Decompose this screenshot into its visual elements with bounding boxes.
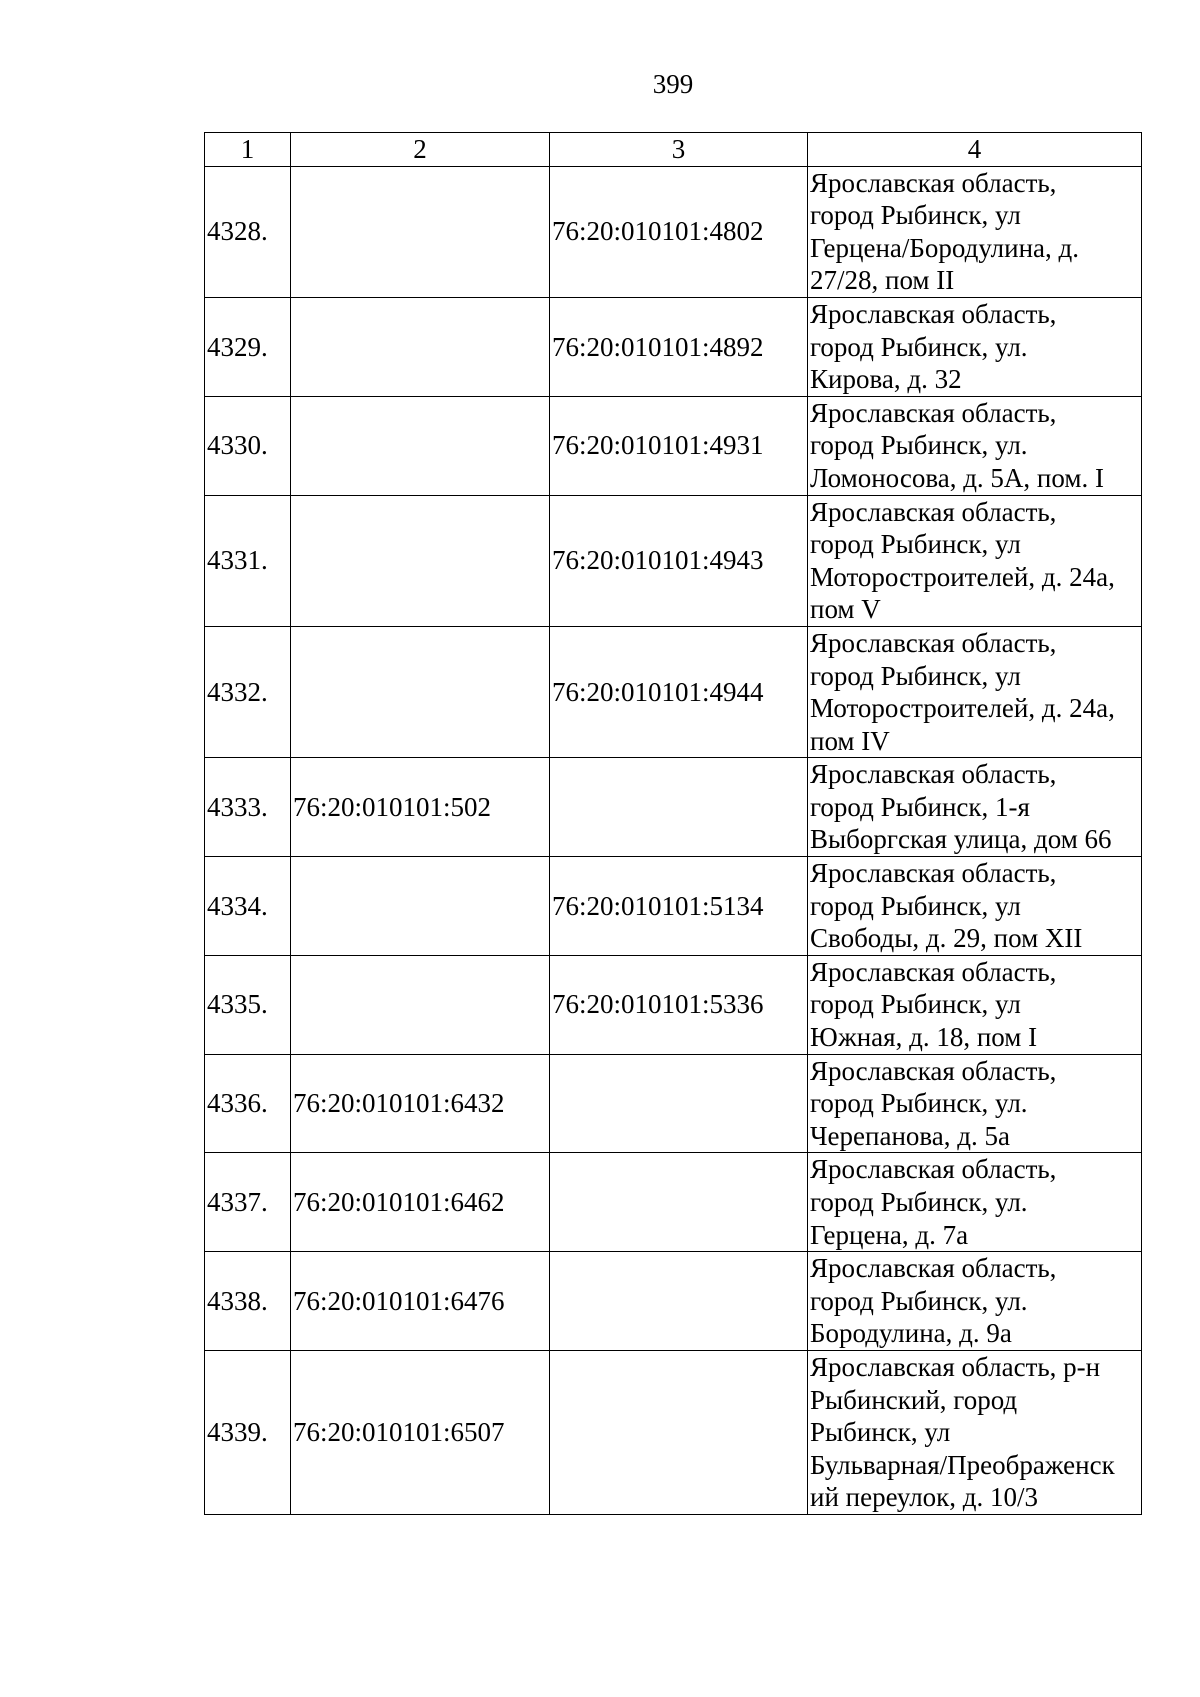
row-number-cell: 4337. (205, 1153, 291, 1252)
column-2-cell: 76:20:010101:6476 (291, 1252, 550, 1351)
row-number-cell: 4339. (205, 1350, 291, 1514)
row-number-cell: 4330. (205, 396, 291, 495)
property-registry-table (204, 132, 1142, 1515)
table-row (205, 758, 1142, 857)
row-number-cell: 4331. (205, 495, 291, 626)
column-2-cell (291, 955, 550, 1054)
row-number-cell: 4329. (205, 297, 291, 396)
table-row (205, 166, 1142, 297)
table-row (205, 495, 1142, 626)
column-2-cell (291, 857, 550, 956)
column-3-cell (550, 1252, 808, 1351)
row-number-cell: 4333. (205, 758, 291, 857)
address-cell: Ярославская область, город Рыбинск, ул Моторостроителей, д. 24а, пом V (808, 495, 1142, 626)
table-row (205, 626, 1142, 757)
column-3-cell (550, 1153, 808, 1252)
address-cell: Ярославская область, город Рыбинск, ул. Кирова, д. 32 (808, 297, 1142, 396)
column-header-4: 4 (808, 133, 1142, 167)
column-3-cell: 76:20:010101:5134 (550, 857, 808, 956)
address-cell: Ярославская область, город Рыбинск, ул Герцена/Бородулина, д. 27/28, пом II (808, 166, 1142, 297)
column-2-cell: 76:20:010101:6507 (291, 1350, 550, 1514)
column-2-cell: 76:20:010101:502 (291, 758, 550, 857)
address-cell: Ярославская область, город Рыбинск, ул. Бородулина, д. 9а (808, 1252, 1142, 1351)
table-header-row (205, 133, 1142, 167)
column-2-cell (291, 297, 550, 396)
column-2-cell (291, 166, 550, 297)
address-cell: Ярославская область, город Рыбинск, ул. Ломоносова, д. 5А, пом. I (808, 396, 1142, 495)
address-cell: Ярославская область, город Рыбинск, 1-я Выборгская улица, дом 66 (808, 758, 1142, 857)
column-2-cell: 76:20:010101:6462 (291, 1153, 550, 1252)
column-3-cell: 76:20:010101:4931 (550, 396, 808, 495)
column-2-cell (291, 626, 550, 757)
row-number-cell: 4328. (205, 166, 291, 297)
column-3-cell: 76:20:010101:4802 (550, 166, 808, 297)
page-number: 399 (652, 69, 694, 99)
column-header-3: 3 (550, 133, 808, 167)
column-header-1: 1 (205, 133, 291, 167)
address-cell: Ярославская область, р-н Рыбинский, город Рыбинск, ул Бульварная/Преображенск ий переулок, д. 10/3 (808, 1350, 1142, 1514)
table-row (205, 1350, 1142, 1514)
row-number-cell: 4336. (205, 1054, 291, 1153)
row-number-cell: 4338. (205, 1252, 291, 1351)
table-row (205, 857, 1142, 956)
address-cell: Ярославская область, город Рыбинск, ул Свободы, д. 29, пом XII (808, 857, 1142, 956)
column-3-cell (550, 1350, 808, 1514)
address-cell: Ярославская область, город Рыбинск, ул Южная, д. 18, пом I (808, 955, 1142, 1054)
table-row (205, 955, 1142, 1054)
table-row (205, 1153, 1142, 1252)
column-3-cell: 76:20:010101:5336 (550, 955, 808, 1054)
row-number-cell: 4332. (205, 626, 291, 757)
table-row (205, 1252, 1142, 1351)
column-header-2: 2 (291, 133, 550, 167)
address-cell: Ярославская область, город Рыбинск, ул. Черепанова, д. 5а (808, 1054, 1142, 1153)
column-3-cell: 76:20:010101:4944 (550, 626, 808, 757)
column-3-cell (550, 758, 808, 857)
row-number-cell: 4334. (205, 857, 291, 956)
column-2-cell: 76:20:010101:6432 (291, 1054, 550, 1153)
column-3-cell (550, 1054, 808, 1153)
table-body (205, 166, 1142, 1514)
table-row (205, 396, 1142, 495)
column-2-cell (291, 495, 550, 626)
address-cell: Ярославская область, город Рыбинск, ул Моторостроителей, д. 24а, пом IV (808, 626, 1142, 757)
column-3-cell: 76:20:010101:4892 (550, 297, 808, 396)
column-2-cell (291, 396, 550, 495)
row-number-cell: 4335. (205, 955, 291, 1054)
address-cell: Ярославская область, город Рыбинск, ул. Герцена, д. 7а (808, 1153, 1142, 1252)
table-row (205, 1054, 1142, 1153)
column-3-cell: 76:20:010101:4943 (550, 495, 808, 626)
table-row (205, 297, 1142, 396)
